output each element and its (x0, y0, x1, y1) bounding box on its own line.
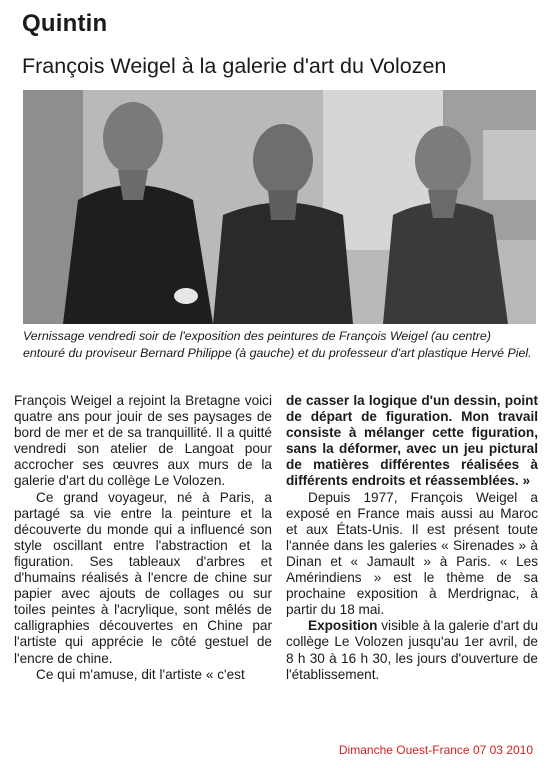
exhibition-details: visible à la galerie d'art du collège Le Volozen jusqu'au 1er avril, de 8 h 30 à 16 h 30, les jours d'ouverture de l'établissement. (286, 618, 539, 682)
article-paragraph: Ce grand voyageur, né à Paris, a partagé sa vie entre la peinture et la découverte du monde qui a influencé son style oscillant entre l'abstraction et la figuration. Ses tableaux d'arbres et d'humains réalisés à l'encre de chine sur papier avec ajouts de collages ou sur toiles peintes à l'acrylique, sont mêlés de calligraphies découvertes en Chine par l'artiste qui apprécie le côté gestuel de l'encre de chine. (14, 489, 272, 666)
article-column-left (14, 393, 272, 683)
publication-credit: Dimanche Ouest-France 07 03 2010 (338, 743, 533, 757)
photo-caption: Vernissage vendredi soir de l'exposition des peintures de François Weigel (au centre) entouré du proviseur Bernard Philippe (à gauche) et du professeur d'art plastique Hervé Piel. (23, 329, 532, 360)
article-paragraph: Depuis 1977, François Weigel a exposé en France mais aussi au Maroc et aux États-Unis. Il est présent toute l'année dans les galeries « Sirenades » à Dinan et « Jamault » à Paris. « Les Amérindiens » est le thème de sa prochaine exposition à Merdrignac, à partir du 18 mai. (286, 489, 538, 618)
exhibition-info (286, 618, 538, 682)
article-paragraph: Ce qui m'amuse, dit l'artiste « c'est (36, 666, 245, 682)
artist-quote: de casser la logique d'un dessin, point de départ de figuration. Mon travail consiste à mélanger cette figuration, sans la déformer, avec un jeu pictural de matières différentes réalisées à différents endroits et réassemblées. » (286, 393, 538, 489)
article-headline: François Weigel à la galerie d'art du Volozen (22, 54, 447, 78)
exhibition-label: Exposition (308, 618, 378, 634)
article-column-right (286, 393, 538, 683)
article-paragraph: François Weigel a rejoint la Bretagne voici quatre ans pour jouir de ses paysages de bord de mer et de sa tranquillité. Il a quitté vendredi son atelier de Langoat pour accrocher ses œuvres aux murs de la galerie d'art du collège Le Volozen. (14, 393, 272, 489)
section-title: Quintin (22, 10, 108, 37)
article-photo (23, 90, 536, 324)
